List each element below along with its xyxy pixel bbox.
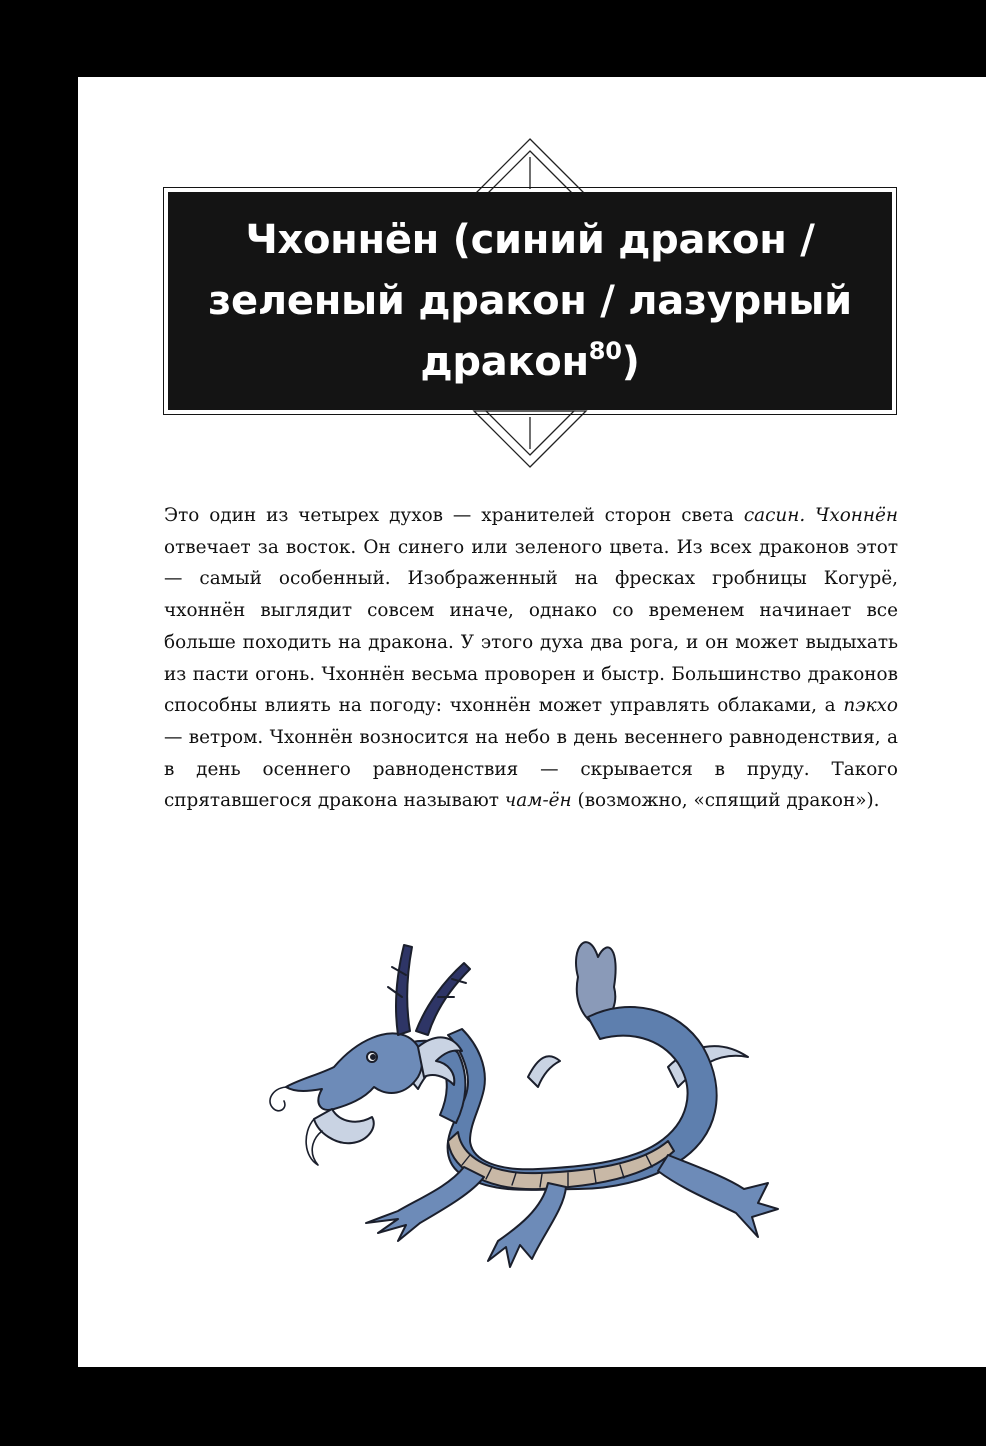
title-line-3: дракон	[420, 338, 589, 385]
text-run: — ветром. Чхоннён возносится на небо в день весеннего равноденствия, а в день осеннего равноденствия — скрывается в пруду. Такого спрятавшегося дракона называют	[164, 726, 898, 812]
text-run: отвечает за восток. Он синего или зеленого цвета. Из всех драконов этот — самый особенный. Изображенный на фресках гробницы Когурё, чхоннён выглядит совсем иначе, однако со временем начинает все больше походить на дракона. У этого духа два рога, и он может выдыхать из пасти огонь. Чхоннён весьма проворен и быстр. Большинство драконов способны влиять на погоду: чхоннён может управлять облаками, а	[164, 536, 898, 717]
text-run: Это один из четырех духов — хранителей сторон света	[164, 505, 744, 526]
body-paragraph	[164, 500, 898, 817]
italic-term-sasin: сасин. Чхоннён	[743, 505, 898, 526]
book-page	[78, 77, 986, 1367]
front-leg	[366, 1167, 484, 1241]
text-run: (возможно, «спящий дракон»).	[571, 790, 880, 812]
hind-leg	[658, 1155, 778, 1237]
title-line-2: зеленый дракон / лазурный	[208, 277, 852, 324]
italic-term-chamyon: чам-ён	[504, 790, 572, 812]
title-line-1: Чхоннён (синий дракон /	[245, 216, 815, 263]
chapter-title	[178, 210, 882, 393]
dragon-whiskers	[270, 1087, 322, 1165]
dragon-illustration	[248, 927, 808, 1327]
dragon-jaw	[314, 1109, 374, 1143]
footnote-reference[interactable]: 80	[588, 336, 622, 365]
dragon-horn-left	[396, 945, 412, 1035]
dragon-head	[286, 1034, 422, 1110]
dragon-horn-right	[416, 963, 470, 1035]
title-box	[168, 192, 892, 410]
italic-term-pekho: пэкхо	[843, 695, 898, 717]
mid-leg	[488, 1183, 566, 1267]
title-closing: )	[621, 338, 640, 385]
